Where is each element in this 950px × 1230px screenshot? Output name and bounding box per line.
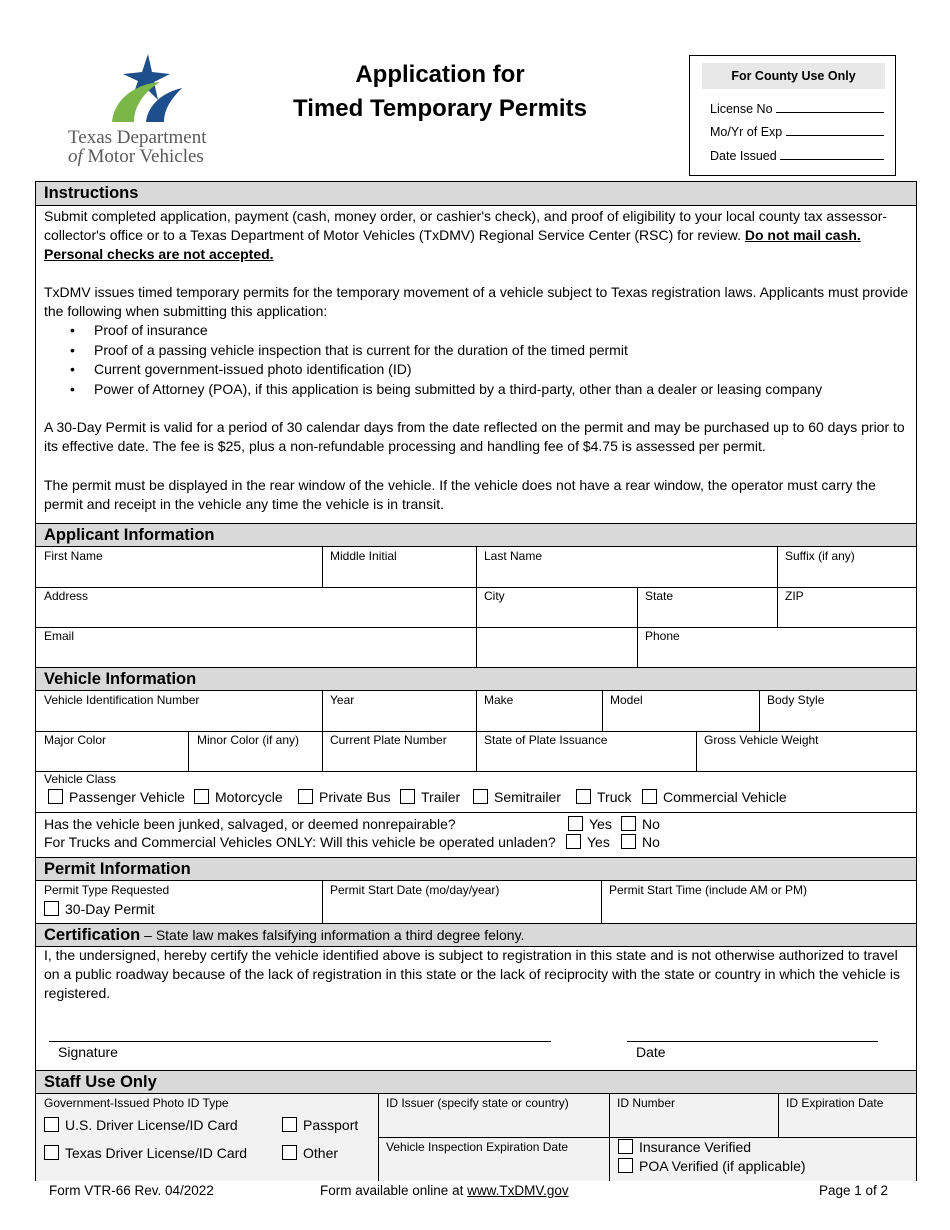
checkbox[interactable] [400,789,415,804]
permit-30-day-option[interactable]: 30-Day Permit [44,901,154,917]
plate-state-field[interactable]: State of Plate Issuance [484,733,608,747]
checkbox[interactable] [621,834,636,849]
poa-verified[interactable]: POA Verified (if applicable) [618,1158,806,1174]
mo-yr-exp-field[interactable]: Mo/Yr of Exp [710,125,884,139]
checkbox[interactable] [618,1139,633,1154]
logo-line-1: Texas Department [68,127,207,148]
txdmv-link[interactable]: www.TxDMV.gov [467,1183,569,1198]
unladen-yes[interactable]: Yes [566,834,610,850]
junked-no[interactable]: No [621,816,660,832]
txdmv-logo [68,52,238,172]
certification-text: I, the undersigned, hereby certify the vehicle identified above is subject to registration in this state and is not otherwise authorized to travel on a public roadway because of the lack of registration in this state or the lack of reciprocity with the state or country in which the vehicle is registered. [44,947,900,1001]
county-use-heading: For County Use Only [702,63,885,89]
major-color-field[interactable]: Major Color [44,733,107,747]
instructions-p3: A 30-Day Permit is valid for a period of 30 calendar days from the date reflected on the permit and may be purchased up to 60 days prior to its effective date. The fee is $25, plus a non-refundable processing and handling fee of $4.75 is assessed per permit. [44,419,905,454]
id-us-dl[interactable]: U.S. Driver License/ID Card [44,1117,238,1133]
checkbox[interactable] [568,816,583,831]
phone-field[interactable]: Phone [645,629,680,643]
title-line-2: Timed Temporary Permits [293,95,587,122]
instructions-heading: Instructions [36,182,916,206]
instructions-p1: Submit completed application, payment (cash, money order, or cashier's check), and proof of eligibility to your local county tax assessor-collector's office or to a Texas Department of Motor Vehicles (TxDMV) Regional Service Center (RSC) for review. Do not mail cash. Personal checks are not accepted. [44,208,888,262]
checkbox[interactable] [618,1158,633,1173]
permit-start-time-field[interactable]: Permit Start Time (include AM or PM) [609,883,808,897]
class-truck[interactable]: Truck [576,789,631,805]
checkbox[interactable] [473,789,488,804]
class-commercial-vehicle[interactable]: Commercial Vehicle [642,789,787,805]
requirements-list [76,321,822,399]
minor-color-field[interactable]: Minor Color (if any) [197,733,300,747]
vehicle-heading: Vehicle Information [36,667,916,691]
checkbox[interactable] [298,789,313,804]
class-passenger-vehicle[interactable]: Passenger Vehicle [48,789,185,805]
class-motorcycle[interactable]: Motorcycle [194,789,283,805]
id-number-field[interactable]: ID Number [617,1096,676,1110]
date-line[interactable] [627,1041,878,1042]
first-name-field[interactable]: First Name [44,549,103,563]
class-trailer[interactable]: Trailer [400,789,460,805]
unladen-question: For Trucks and Commercial Vehicles ONLY: Will this vehicle be operated unladen? [44,834,556,850]
middle-initial-field[interactable]: Middle Initial [330,549,397,563]
checkbox[interactable] [44,1145,59,1160]
date-issued-field[interactable]: Date Issued [710,149,884,163]
email-field[interactable]: Email [44,629,75,643]
checkbox[interactable] [44,1117,59,1132]
staff-heading: Staff Use Only [36,1070,916,1094]
instructions-p4: The permit must be displayed in the rear window of the vehicle. If the vehicle does not have a rear window, the operator must carry the permit and receipt in the vehicle any time the vehicle is in transit. [44,477,876,512]
checkbox[interactable] [282,1117,297,1132]
signature-line[interactable] [49,1041,551,1042]
checkbox[interactable] [194,789,209,804]
no-personal-checks: Personal checks are not accepted. [44,246,274,262]
insurance-verified[interactable]: Insurance Verified [618,1139,751,1155]
address-field[interactable]: Address [44,589,89,603]
zip-field[interactable]: ZIP [785,589,804,603]
class-semitrailer[interactable]: Semitrailer [473,789,561,805]
year-field[interactable]: Year [330,693,355,707]
checkbox[interactable] [566,834,581,849]
instructions-p2: TxDMV issues timed temporary permits for the temporary movement of a vehicle subject to Texas registration laws. Applicants must provide the following when submitting this application: [44,284,909,319]
id-type-label: Government-Issued Photo ID Type [44,1096,229,1110]
permit-type-label: Permit Type Requested [44,883,170,897]
make-field[interactable]: Make [484,693,514,707]
checkbox[interactable] [576,789,591,804]
list-item: • Power of Attorney (POA), if this application is being submitted by a third-party, other than a dealer or leasing company [76,380,822,400]
checkbox[interactable] [621,816,636,831]
license-no-field[interactable]: License No [710,102,884,116]
county-use-box [689,55,896,176]
gvw-field[interactable]: Gross Vehicle Weight [704,733,819,747]
permit-start-date-field[interactable]: Permit Start Date (mo/day/year) [330,883,500,897]
signature-label: Signature [58,1044,118,1060]
permit-heading: Permit Information [36,857,916,881]
id-other[interactable]: Other [282,1145,338,1161]
logo-line-2: Motor Vehicles [87,146,204,167]
certification-subheading: – State law makes falsifying information a third degree felony. [140,927,525,943]
form-number: Form VTR-66 Rev. 04/2022 [49,1183,214,1198]
junked-question: Has the vehicle been junked, salvaged, or deemed nonrepairable? [44,816,456,832]
vin-field[interactable]: Vehicle Identification Number [44,693,200,707]
vehicle-class-label: Vehicle Class [44,772,117,786]
application-form [35,181,917,1181]
title-line-1: Application for [355,61,525,88]
body-style-field[interactable]: Body Style [767,693,825,707]
checkbox[interactable] [282,1145,297,1160]
last-name-field[interactable]: Last Name [484,549,543,563]
star-logo-icon [68,52,238,130]
unladen-no[interactable]: No [621,834,660,850]
page-number: Page 1 of 2 [819,1183,889,1198]
state-field[interactable]: State [645,589,674,603]
footer-online: Form available online at www.TxDMV.gov [320,1183,569,1198]
checkbox[interactable] [642,789,657,804]
class-private-bus[interactable]: Private Bus [298,789,391,805]
inspection-exp-field[interactable]: Vehicle Inspection Expiration Date [386,1140,569,1154]
id-passport[interactable]: Passport [282,1117,358,1133]
list-item: • Proof of a passing vehicle inspection that is current for the duration of the timed permit [76,341,822,361]
checkbox[interactable] [44,901,59,916]
date-label: Date [636,1044,666,1060]
city-field[interactable]: City [484,589,505,603]
model-field[interactable]: Model [610,693,643,707]
id-exp-field[interactable]: ID Expiration Date [786,1096,884,1110]
suffix-field[interactable]: Suffix (if any) [785,549,855,563]
logo-of: of [68,146,83,167]
checkbox[interactable] [48,789,63,804]
plate-number-field[interactable]: Current Plate Number [330,733,447,747]
do-not-mail-cash: Do not mail cash. [744,227,861,243]
id-issuer-field[interactable]: ID Issuer (specify state or country) [386,1096,569,1110]
id-tx-dl[interactable]: Texas Driver License/ID Card [44,1145,247,1161]
applicant-heading: Applicant Information [36,523,916,547]
junked-yes[interactable]: Yes [568,816,612,832]
list-item: • Proof of insurance [76,321,822,341]
page-title [260,58,620,126]
certification-heading: Certification – State law makes falsifying information a third degree felony. [36,923,916,947]
list-item: • Current government-issued photo identification (ID) [76,360,822,380]
